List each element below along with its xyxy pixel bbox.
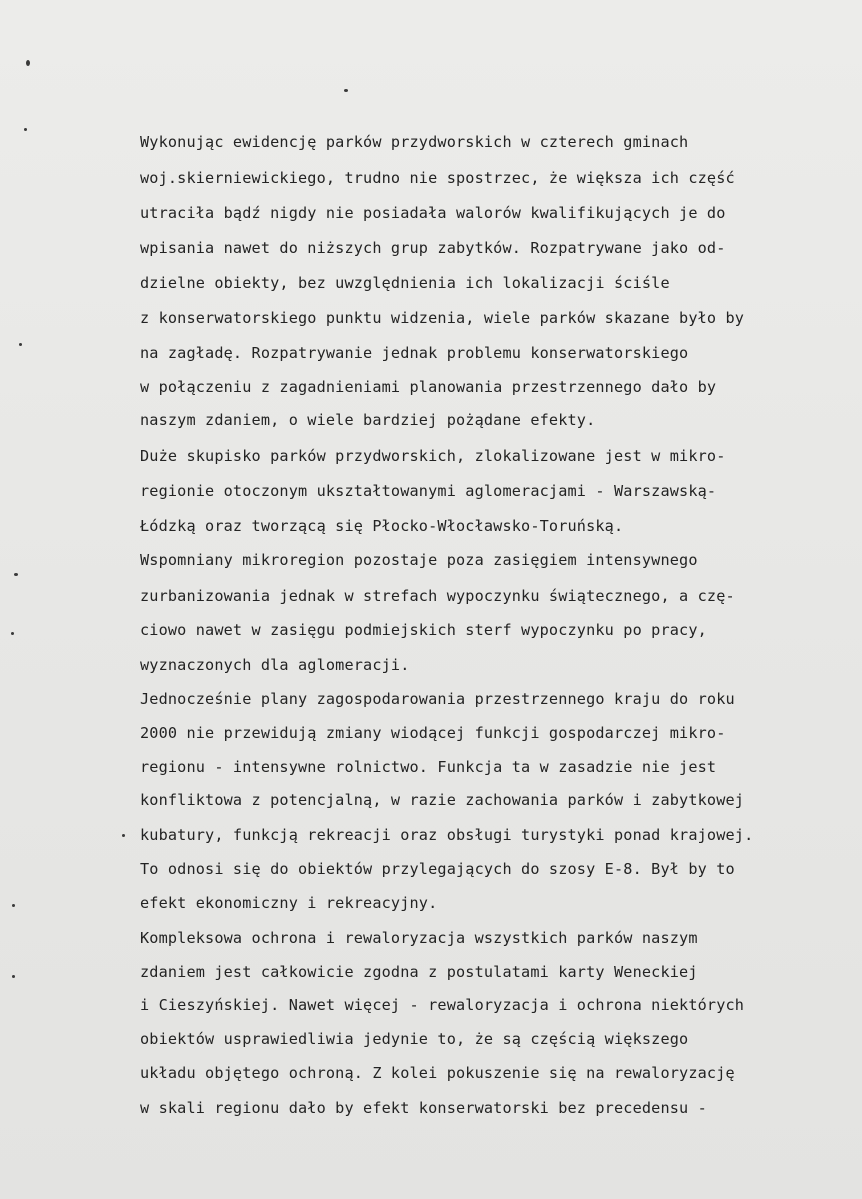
text-line: kubatury, funkcją rekreacji oraz obsługi turystyki ponad krajowej. xyxy=(140,826,754,844)
text-line: dzielne obiekty, bez uwzględnienia ich lokalizacji ściśle xyxy=(140,274,670,292)
text-line: i Cieszyńskiej. Nawet więcej - rewaloryzacja i ochrona niektórych xyxy=(140,996,745,1014)
text-line: konfliktowa z potencjalną, w razie zachowania parków i zabytkowej xyxy=(140,791,745,809)
text-line: utraciła bądź nigdy nie posiadała walorów kwalifikujących je do xyxy=(140,204,726,222)
text-line: z konserwatorskiego punktu widzenia, wiele parków skazane było by xyxy=(140,309,745,327)
scan-speck xyxy=(12,904,15,907)
text-line: regionu - intensywne rolnictwo. Funkcja ta w zasadzie nie jest xyxy=(140,758,717,776)
text-line: w połączeniu z zagadnieniami planowania przestrzennego dało by xyxy=(140,378,717,396)
scan-speck xyxy=(12,975,15,978)
text-line: woj.skierniewickiego, trudno nie spostrzec, że większa ich część xyxy=(140,169,735,187)
text-line: obiektów usprawiedliwia jedynie to, że są częścią większego xyxy=(140,1030,689,1048)
text-line: wyznaczonych dla aglomeracji. xyxy=(140,656,410,674)
text-line: Kompleksowa ochrona i rewaloryzacja wszystkich parków naszym xyxy=(140,929,698,947)
scan-speck xyxy=(344,89,348,92)
scan-speck xyxy=(11,632,14,635)
text-line: naszym zdaniem, o wiele bardziej pożądane efekty. xyxy=(140,411,596,429)
scan-speck xyxy=(26,60,30,66)
text-line: Wykonując ewidencję parków przydworskich w czterech gminach xyxy=(140,133,689,151)
text-line: regionie otoczonym ukształtowanymi aglomeracjami - Warszawską- xyxy=(140,482,717,500)
text-line: Łódzką oraz tworzącą się Płocko-Włocławsko-Toruńską. xyxy=(140,517,624,535)
text-line: Jednocześnie plany zagospodarowania przestrzennego kraju do roku xyxy=(140,690,735,708)
text-line: To odnosi się do obiektów przylegających do szosy E-8. Był by to xyxy=(140,860,735,878)
text-line: Duże skupisko parków przydworskich, zlokalizowane jest w mikro- xyxy=(140,447,726,465)
text-line: zdaniem jest całkowicie zgodna z postulatami karty Weneckiej xyxy=(140,963,698,981)
text-line: układu objętego ochroną. Z kolei pokuszenie się na rewaloryzację xyxy=(140,1064,735,1082)
scan-speck xyxy=(122,834,125,837)
text-line: w skali regionu dało by efekt konserwatorski bez precedensu - xyxy=(140,1099,707,1117)
text-line: wpisania nawet do niższych grup zabytków. Rozpatrywane jako od- xyxy=(140,239,726,257)
scan-speck xyxy=(19,343,22,346)
text-line: efekt ekonomiczny i rekreacyjny. xyxy=(140,894,438,912)
text-line: na zagładę. Rozpatrywanie jednak problemu konserwatorskiego xyxy=(140,344,689,362)
scan-speck xyxy=(24,128,27,131)
text-line: 2000 nie przewidują zmiany wiodącej funkcji gospodarczej mikro- xyxy=(140,724,726,742)
text-line: ciowo nawet w zasięgu podmiejskich sterf wypoczynku po pracy, xyxy=(140,621,707,639)
text-line: zurbanizowania jednak w strefach wypoczynku świątecznego, a czę- xyxy=(140,587,735,605)
scan-speck xyxy=(14,573,18,576)
text-line: Wspomniany mikroregion pozostaje poza zasięgiem intensywnego xyxy=(140,551,698,569)
